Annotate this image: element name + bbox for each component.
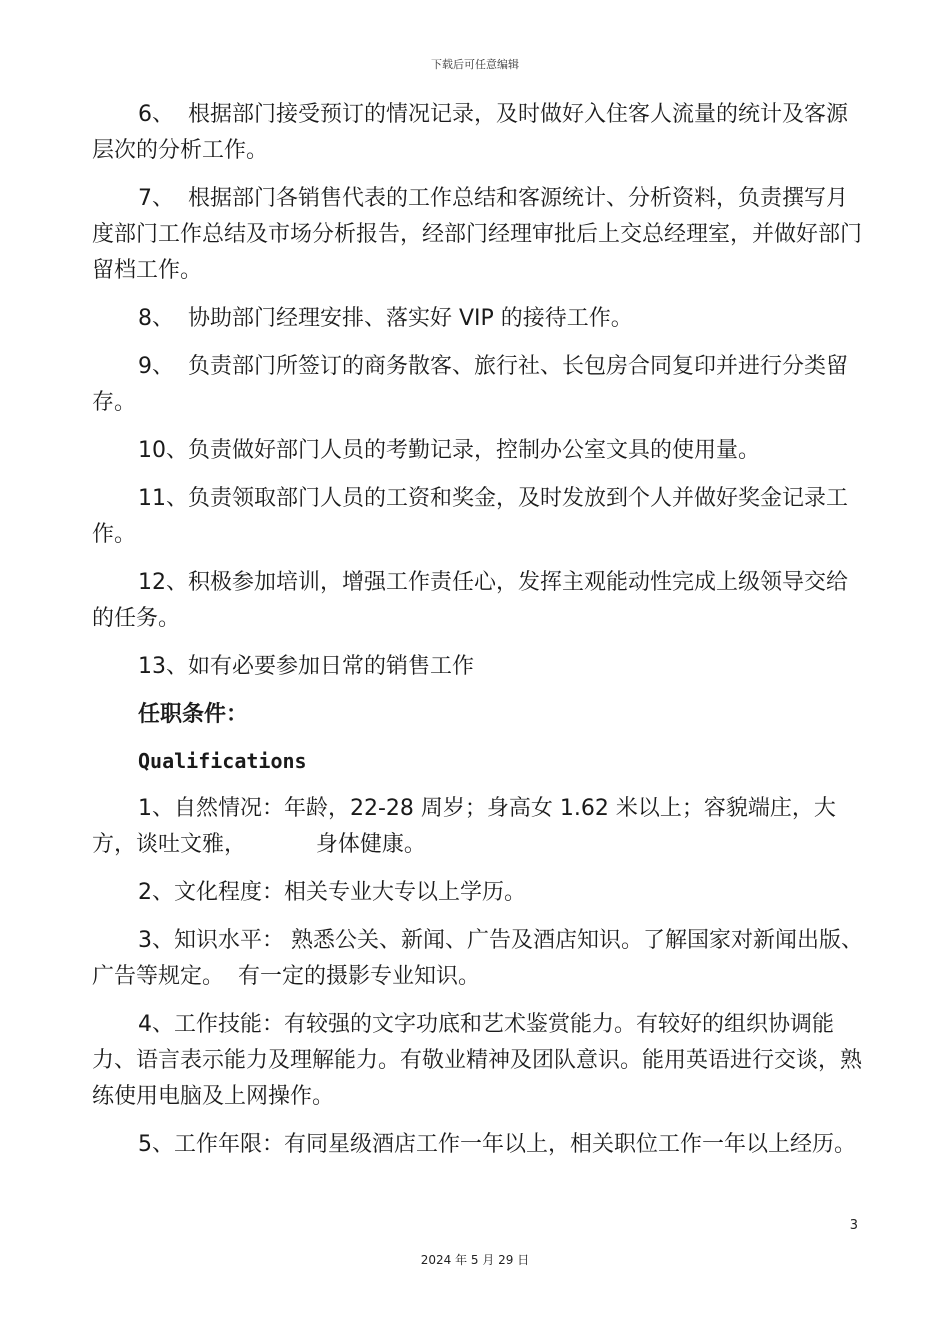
duty-item-12: 12、积极参加培训，增强工作责任心，发挥主观能动性完成上级领导交给的任务。 <box>92 570 848 631</box>
duty-item-7: 7、 根据部门各销售代表的工作总结和客源统计、分析资料，负责撰写月度部门工作总结及市场分析报告，经部门经理审批后上交总经理室，并做好部门留档工作。 <box>92 186 863 283</box>
qualifications-subheading: Qualifications <box>138 749 307 773</box>
duty-item-9: 9、 负责部门所签订的商务散客、旅行社、长包房合同复印并进行分类留存。 <box>92 354 848 415</box>
duty-item-6: 6、 根据部门接受预订的情况记录，及时做好入住客人流量的统计及客源层次的分析工作。 <box>92 102 848 163</box>
header-note: 下载后可任意编辑 <box>431 58 519 71</box>
duty-item-10: 10、负责做好部门人员的考勤记录，控制办公室文具的使用量。 <box>138 438 760 463</box>
duty-item-8: 8、 协助部门经理安排、落实好 VIP 的接待工作。 <box>138 306 633 331</box>
qualification-item-1: 1、自然情况：年龄，22-28 周岁；身高女 1.62 米以上；容貌端庄，大方，谈吐文雅， 身体健康。 <box>92 796 836 857</box>
duty-item-11: 11、负责领取部门人员的工资和奖金，及时发放到个人并做好奖金记录工作。 <box>92 486 848 547</box>
qualification-item-4: 4、工作技能：有较强的文字功底和艺术鉴赏能力。有较好的组织协调能力、语言表示能力及理解能力。有敬业精神及团队意识。能用英语进行交谈，熟练使用电脑及上网操作。 <box>92 1012 863 1109</box>
qualifications-heading: 任职条件： <box>138 702 249 727</box>
document-body <box>92 97 864 1175</box>
page-number: 3 <box>849 1218 858 1233</box>
footer-date: 2024 年 5 月 29 日 <box>420 1253 530 1267</box>
qualification-item-3: 3、知识水平： 熟悉公关、新闻、广告及酒店知识。了解国家对新闻出版、广告等规定。 有一定的摄影专业知识。 <box>92 928 863 989</box>
qualification-item-2: 2、文化程度：相关专业大专以上学历。 <box>138 880 526 905</box>
qualification-item-5: 5、工作年限：有同星级酒店工作一年以上，相关职位工作一年以上经历。 <box>138 1132 856 1157</box>
duty-item-13: 13、如有必要参加日常的销售工作 <box>138 654 474 679</box>
